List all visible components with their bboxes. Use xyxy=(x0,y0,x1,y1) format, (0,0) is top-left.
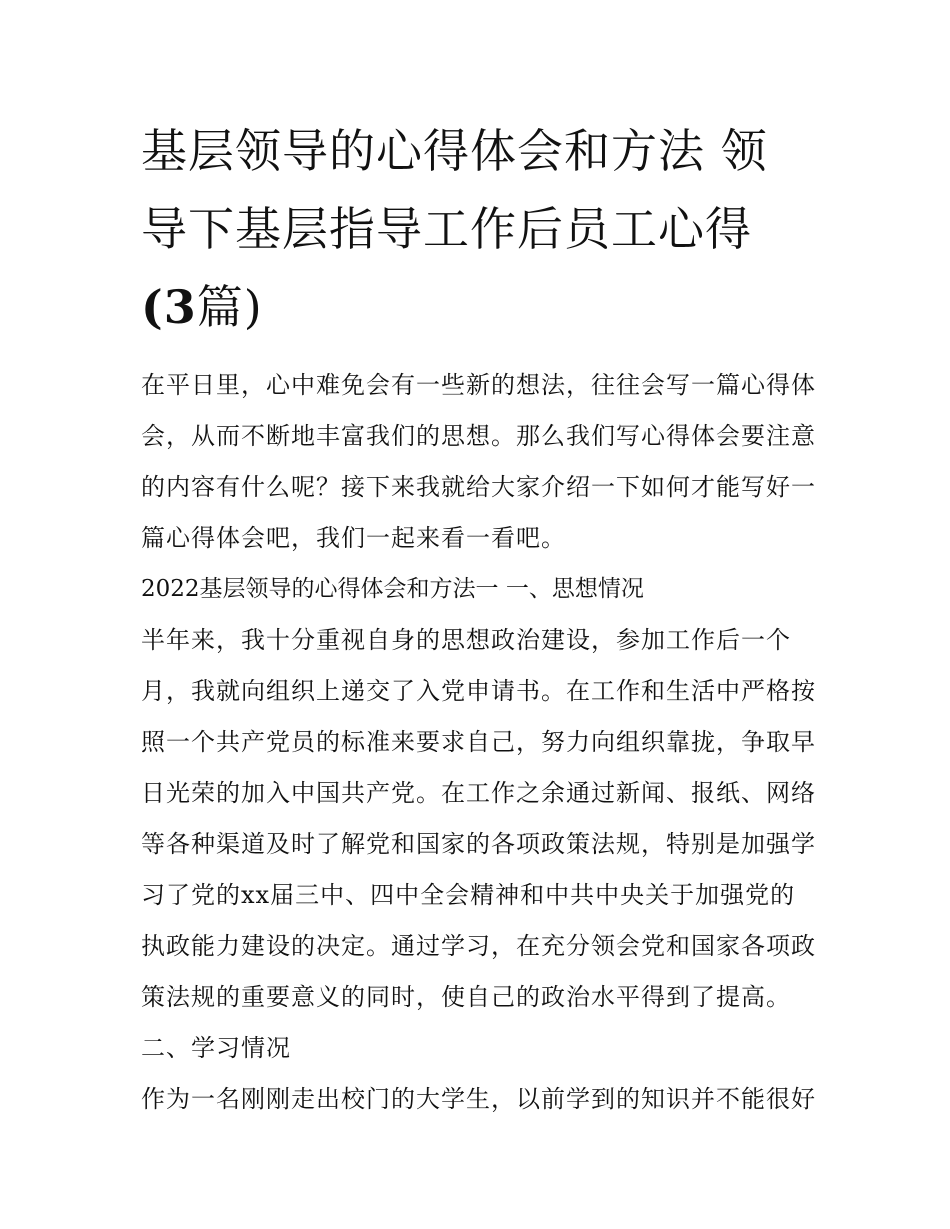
intro-paragraph: 在平日里，心中难免会有一些新的想法，往往会写一篇心得体 会，从而不断地丰富我们的思想。那么我们写心得体会要注意 的内容有什么呢？接下来我就给大家介绍一下如何才能写好一 篇心得体会吧，我们一起来看一看吧。 xyxy=(141,371,816,552)
title-line-3-text: 篇) xyxy=(196,280,263,334)
document-title xyxy=(141,112,816,346)
document-body xyxy=(141,112,816,1125)
title-line-1: 基层领导的心得体会和方法 领 xyxy=(141,124,768,178)
study-paragraph: 作为一名刚刚走出校门的大学生，以前学到的知识并不能很好 xyxy=(141,1085,816,1113)
section-heading-study: 二、学习情况 xyxy=(141,1034,291,1062)
title-line-2: 导下基层指导工作后员工心得 xyxy=(141,202,752,256)
section-heading-thoughts: 2022基层领导的心得体会和方法一 一、思想情况 xyxy=(141,576,644,602)
title-line-3-number: (3 xyxy=(141,280,197,334)
thoughts-paragraph: 半年来，我十分重视自身的思想政治建设，参加工作后一个 月，我就向组织上递交了入党申请书。在工作和生活中严格按 照一个共产党员的标准来要求自己，努力向组织靠拢，争取早 日光荣的加入中国共产党。在工作之余通过新闻、报纸、网络 等各种渠道及时了解党和国家的各项政策法规，特别是加强学 习了党的xx届三中、四中全会精神和中共中央关于加强党的 执政能力建设的决定。通过学习，在充分领会党和国家各项政 策法规的重要意义的同时，使自己的政治水平得到了提高。 xyxy=(141,626,816,1011)
